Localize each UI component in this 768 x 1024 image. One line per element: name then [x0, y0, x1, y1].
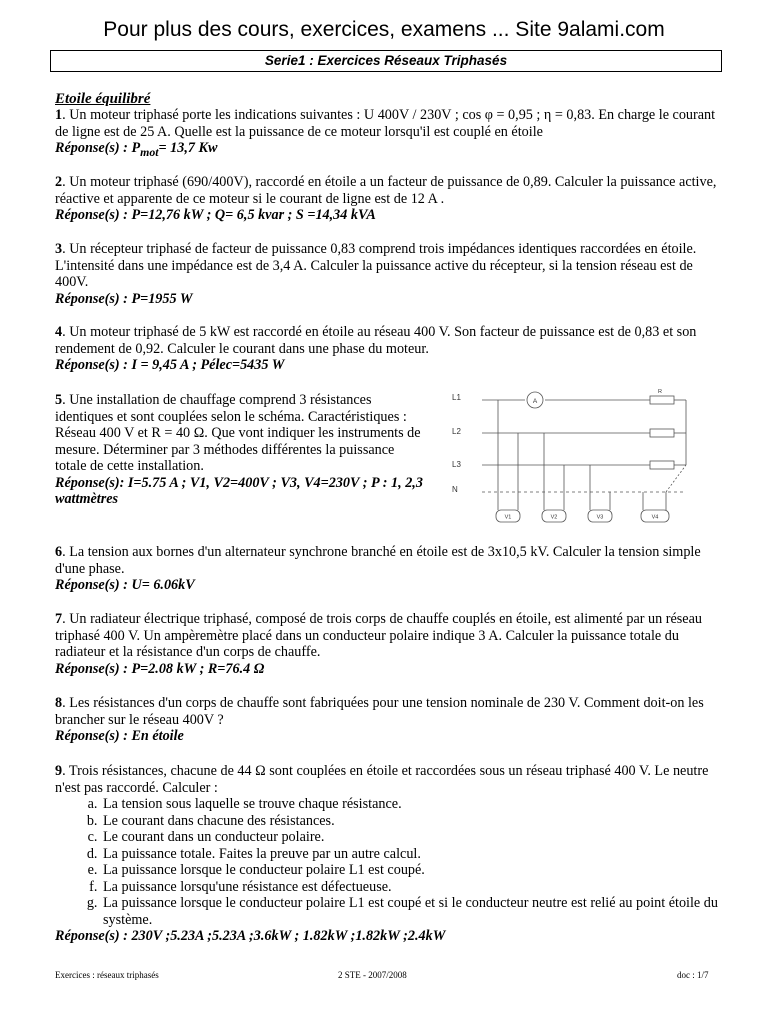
exercise-number: 2 — [55, 174, 63, 190]
footer-left: Exercices : réseaux triphasés — [55, 970, 159, 980]
exercise-7-answer: Réponse(s) : P=2.08 kW ; R=76.4 Ω — [55, 660, 265, 677]
exercise-5-answer: Réponse(s): I=5.75 A ; V1, V2=400V ; V3, V4=230V ; P : 1, 2,3 wattmètres — [55, 474, 423, 507]
exercise-number: 7 — [55, 611, 63, 627]
question-item: d. La puissance totale. Faites la preuve par un autre calcul. — [101, 846, 720, 863]
question-item: g. La puissance lorsque le conducteur polaire L1 est coupé et si le conducteur neutre est relié au point étoile du système. — [101, 895, 720, 928]
exercise-number: 4 — [55, 324, 63, 340]
exercise-1 — [55, 107, 720, 160]
exercise-text: . Trois résistances, chacune de 44 Ω sont couplées en étoile et raccordées sous un réseau triphasé 400 V. Le neutre n'est pas raccordé. Calculer : — [55, 763, 709, 796]
line-label-l2: L2 — [452, 427, 461, 436]
line-label-l1: L1 — [452, 393, 461, 402]
exercise-number: 9 — [55, 763, 63, 779]
line-label-l3: L3 — [452, 460, 461, 469]
exercise-text: . Un moteur triphasé (690/400V), raccordé en étoile a un facteur de puissance de 0,89. Calculer la puissance active, réactive et apparente de ce moteur si le courant de ligne est de 12 A . — [55, 174, 717, 207]
series-title: Serie1 : Exercices Réseaux Triphasés — [50, 50, 722, 72]
resistor-3 — [650, 461, 674, 469]
site-header: Pour plus des cours, exercices, examens ... Site 9alami.com — [103, 18, 665, 41]
exercise-6-answer: Réponse(s) : U= 6.06kV — [55, 577, 195, 593]
exercise-9 — [55, 763, 720, 945]
exercise-text: . Un moteur triphasé porte les indications suivantes : U 400V / 230V ; cos φ = 0,95 ; η = 0,83. En charge le courant de ligne est de 25 A. Quelle est la puissance de ce moteur lorsqu'il est couplé en étoile — [55, 107, 716, 140]
exercise-text: . Un radiateur électrique triphasé, composé de trois corps de chauffe couplés en étoile, est alimenté par un réseau triphasé 400 V. Un ampèremètre placé dans un conducteur polaire indique 3 A. Calculer la puissance totale du radiateur et la résistance d'un corps de chauffe. — [55, 611, 702, 660]
exercise-5 — [55, 392, 425, 508]
line-label-n: N — [452, 485, 458, 494]
exercise-text: . Un moteur triphasé de 5 kW est raccordé en étoile au réseau 400 V. Son facteur de puissance est de 0,83 et son rendement de 0,92. Calculer le courant dans une phase du moteur. — [55, 324, 697, 357]
exercise-number: 1 — [55, 107, 63, 123]
answer-subscript: mot — [140, 144, 159, 159]
resistor-1 — [650, 396, 674, 404]
exercise-8 — [55, 695, 720, 745]
exercise-number: 8 — [55, 695, 63, 711]
voltmeter-v1-label: V1 — [504, 514, 512, 521]
resistor-2 — [650, 429, 674, 437]
question-item: c. Le courant dans un conducteur polaire. — [101, 829, 720, 846]
exercise-2-statement — [55, 174, 720, 207]
exercise-8-answer: Réponse(s) : En étoile — [55, 728, 184, 744]
resistor-label: R — [658, 389, 662, 395]
exercise-2-answer: Réponse(s) : P=12,76 kW ; Q= 6,5 kvar ; S =14,34 kVA — [55, 207, 376, 223]
exercise-7 — [55, 611, 720, 677]
exercise-6 — [55, 544, 720, 594]
ammeter-label: A — [532, 398, 538, 405]
question-item: f. La puissance lorsqu'une résistance est défectueuse. — [101, 879, 720, 896]
exercise-number: 5 — [55, 392, 63, 408]
exercise-4-statement — [55, 324, 720, 357]
section-title: Etoile équilibré — [55, 91, 151, 107]
exercise-5-statement — [55, 392, 425, 475]
exercise-3-answer: Réponse(s) : P=1955 W — [55, 290, 193, 307]
exercise-7-statement — [55, 611, 720, 661]
exercise-text: . Les résistances d'un corps de chauffe sont fabriquées pour une tension nominale de 230 V. Comment doit-on les brancher sur le réseau 400V ? — [55, 695, 704, 728]
exercise-9-answer: Réponse(s) : 230V ;5.23A ;5.23A ;3.6kW ; 1.82kW ;1.82kW ;2.4kW — [55, 928, 446, 944]
exercise-4 — [55, 324, 720, 374]
voltmeter-v2-label: V2 — [550, 514, 558, 521]
footer-right: doc : 1/7 — [677, 970, 709, 980]
exercise-1-answer — [55, 140, 720, 160]
exercise-text: . Une installation de chauffage comprend 3 résistances identiques et sont couplées selon le schéma. Caractéristiques : Réseau 400 V et R = 40 Ω. Que vont indiquer les instruments de mesure. Déterminer par 3 méthodes différentes la puissance totale de cette installation. — [55, 392, 421, 474]
exercise-9-statement — [55, 763, 720, 796]
exercise-2 — [55, 174, 720, 224]
exercise-1-statement — [55, 107, 720, 140]
exercise-3 — [55, 241, 720, 307]
exercise-number: 6 — [55, 544, 63, 560]
voltmeter-v3-label: V3 — [596, 514, 604, 521]
exercise-9-questions — [55, 796, 720, 928]
question-item: e. La puissance lorsque le conducteur polaire L1 est coupé. — [101, 862, 720, 879]
answer-suffix: = 13,7 Kw — [158, 140, 218, 156]
question-item: a. La tension sous laquelle se trouve chaque résistance. — [101, 796, 720, 813]
answer-prefix: Réponse(s) : P — [55, 140, 141, 156]
question-item: b. Le courant dans chacune des résistances. — [101, 813, 720, 830]
circuit-diagram — [440, 384, 710, 528]
exercise-3-statement — [55, 241, 720, 291]
exercise-4-answer: Réponse(s) : I = 9,45 A ; Pélec=5435 W — [55, 357, 285, 373]
voltmeter-v4-label: V4 — [651, 514, 659, 521]
exercise-text: . La tension aux bornes d'un alternateur synchrone branché en étoile est de 3x10,5 kV. Calculer la tension simple d'une phase. — [55, 544, 701, 577]
exercise-8-statement — [55, 695, 720, 728]
footer-center: 2 STE - 2007/2008 — [338, 970, 407, 980]
exercise-text: . Un récepteur triphasé de facteur de puissance 0,83 comprend trois impédances identiques raccordées en étoile. L'intensité dans une impédance est de 3,4 A. Calculer la puissance active du récepteur, si la tension réseau est de 400V. — [55, 241, 697, 290]
exercise-number: 3 — [55, 241, 63, 257]
exercise-6-statement — [55, 544, 720, 577]
